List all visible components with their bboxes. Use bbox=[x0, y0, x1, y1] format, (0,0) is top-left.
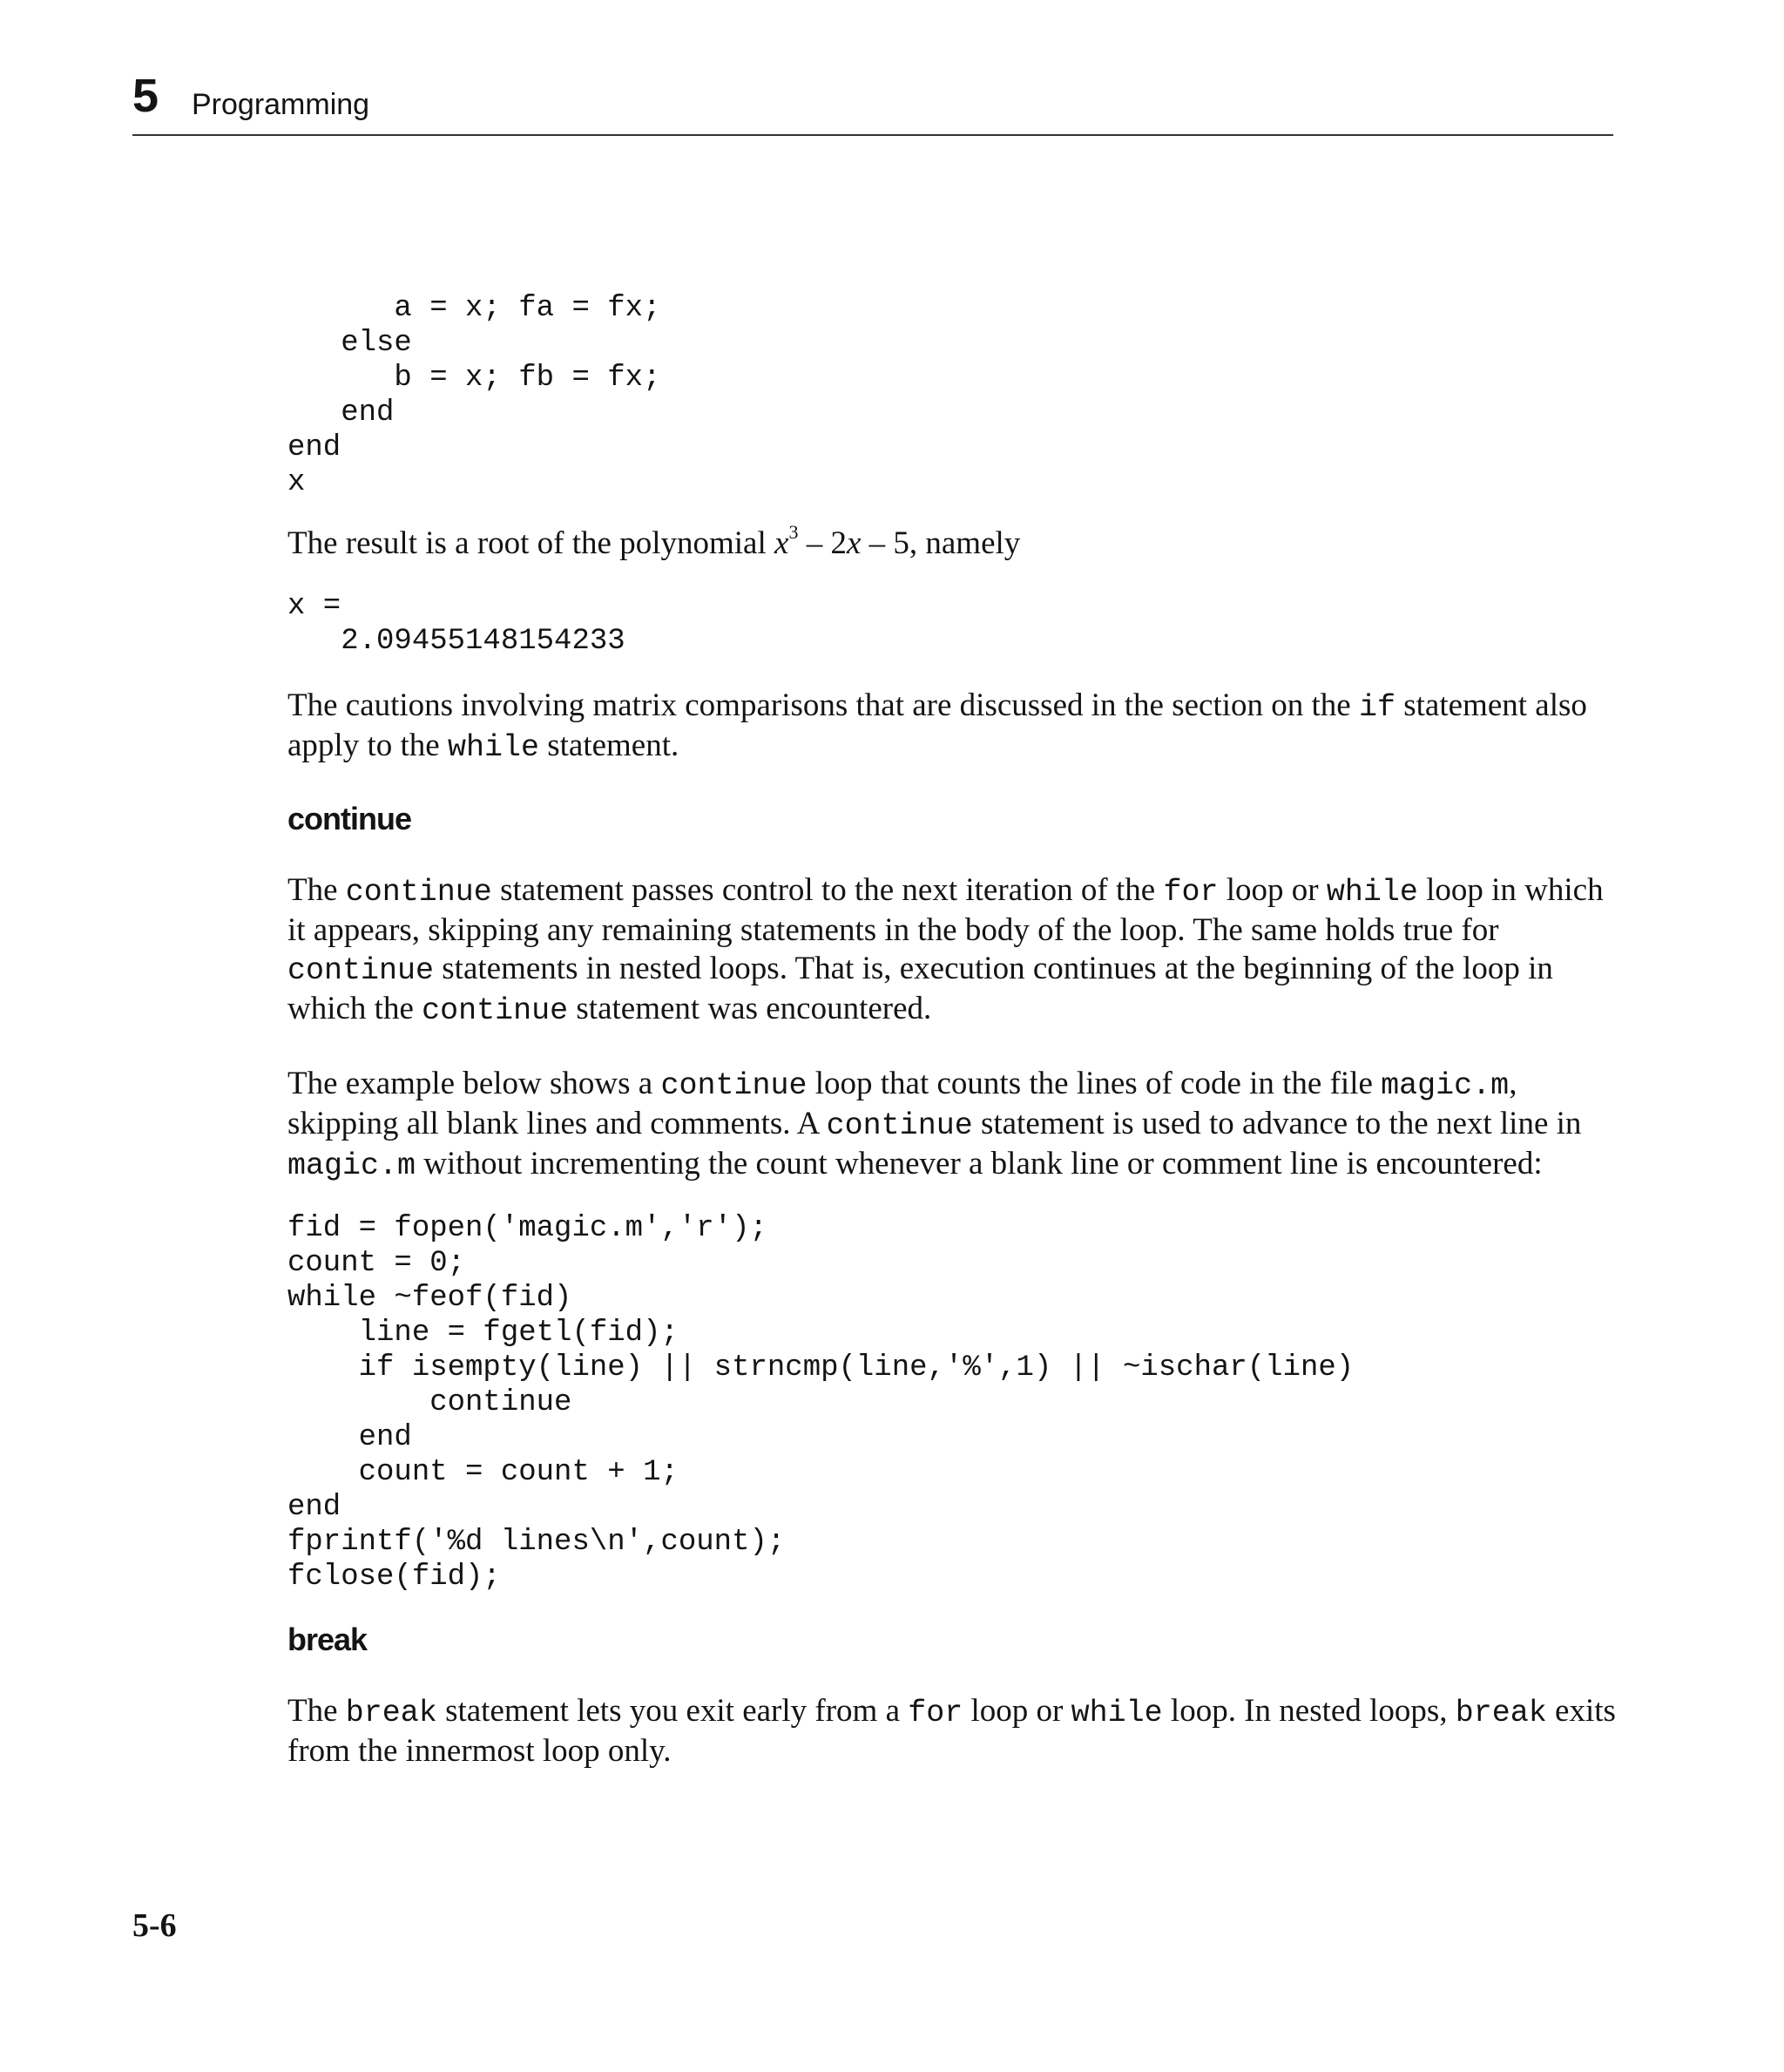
text-run: The bbox=[287, 1693, 346, 1729]
paragraph-continue-description bbox=[287, 871, 1620, 1030]
text-run: without incrementing the count whenever a blank line or comment line is encountered: bbox=[416, 1146, 1543, 1182]
paragraph-cautions bbox=[287, 687, 1620, 767]
inline-code: continue bbox=[826, 1108, 973, 1143]
running-header bbox=[132, 71, 1613, 136]
text-run: loop or bbox=[1218, 872, 1327, 908]
code-block-result: x = 2.09455148154233 bbox=[287, 590, 625, 658]
chapter-number: 5 bbox=[132, 70, 159, 122]
inline-code: if bbox=[1358, 690, 1395, 725]
text-run: loop that counts the lines of code in the file bbox=[807, 1066, 1382, 1101]
text-run: loop. In nested loops, bbox=[1162, 1693, 1456, 1729]
text-run: , skipping all blank lines and comments. A bbox=[287, 1066, 1517, 1141]
text-run: exits from the innermost loop only. bbox=[287, 1693, 1616, 1769]
code-block-count-lines: fid = fopen('magic.m','r'); count = 0; while ~feof(fid) line = fgetl(fid); if isempty(line) || strncmp(line,'%',1) || ~ischar(line) continue end count = count + 1; end fprintf('%d lines\n',count); fclose(fid); bbox=[287, 1212, 1355, 1594]
inline-code: while bbox=[447, 730, 539, 765]
page-number: 5-6 bbox=[132, 1907, 177, 1944]
text-run: statement. bbox=[538, 728, 679, 763]
text-run: The bbox=[287, 872, 346, 908]
inline-code: magic.m bbox=[1381, 1068, 1510, 1103]
inline-code: continue bbox=[287, 953, 435, 988]
inline-code: break bbox=[345, 1696, 437, 1730]
text-run: The example below shows a bbox=[287, 1066, 661, 1101]
text-run: – 2 bbox=[798, 525, 847, 561]
page-body bbox=[287, 291, 1620, 1771]
text-run: statement lets you exit early from a bbox=[436, 1693, 909, 1729]
text-run: loop or bbox=[963, 1693, 1071, 1729]
section-heading-break: break bbox=[287, 1622, 368, 1657]
math-variable: x bbox=[846, 525, 862, 561]
math-variable: x bbox=[774, 525, 789, 561]
text-run: The cautions involving matrix comparisons that are discussed in the section on the bbox=[287, 687, 1359, 723]
text-run: statements in nested loops. That is, execution continues at the beginning of the loop in which the bbox=[287, 951, 1553, 1026]
inline-code: for bbox=[908, 1696, 963, 1730]
code-block-bisection-end: a = x; fa = fx; else b = x; fb = fx; end end x bbox=[287, 292, 661, 499]
inline-code: continue bbox=[660, 1068, 808, 1103]
chapter-title: Programming bbox=[192, 88, 370, 121]
text-run: statement was encountered. bbox=[568, 991, 932, 1026]
paragraph-continue-example bbox=[287, 1065, 1620, 1185]
paragraph-break-description bbox=[287, 1692, 1620, 1771]
text-run: statement is used to advance to the next line in bbox=[972, 1106, 1582, 1141]
inline-code: break bbox=[1455, 1696, 1547, 1730]
inline-code: magic.m bbox=[287, 1148, 416, 1183]
text-run: The result is a root of the polynomial bbox=[287, 525, 774, 561]
text-run: statement passes control to the next iteration of the bbox=[491, 872, 1164, 908]
paragraph-polynomial-root bbox=[287, 521, 1620, 563]
math-exponent: 3 bbox=[788, 521, 799, 543]
text-run: – 5, namely bbox=[861, 525, 1021, 561]
text-run: statement also apply to the bbox=[287, 687, 1587, 763]
section-heading-continue: continue bbox=[287, 801, 411, 836]
inline-code: while bbox=[1326, 875, 1418, 910]
text-run: loop in which it appears, skipping any remaining statements in the body of the loop. The same holds true for bbox=[287, 872, 1604, 948]
inline-code: while bbox=[1071, 1696, 1163, 1730]
inline-code: continue bbox=[422, 993, 569, 1028]
inline-code: continue bbox=[345, 875, 492, 910]
inline-code: for bbox=[1163, 875, 1219, 910]
